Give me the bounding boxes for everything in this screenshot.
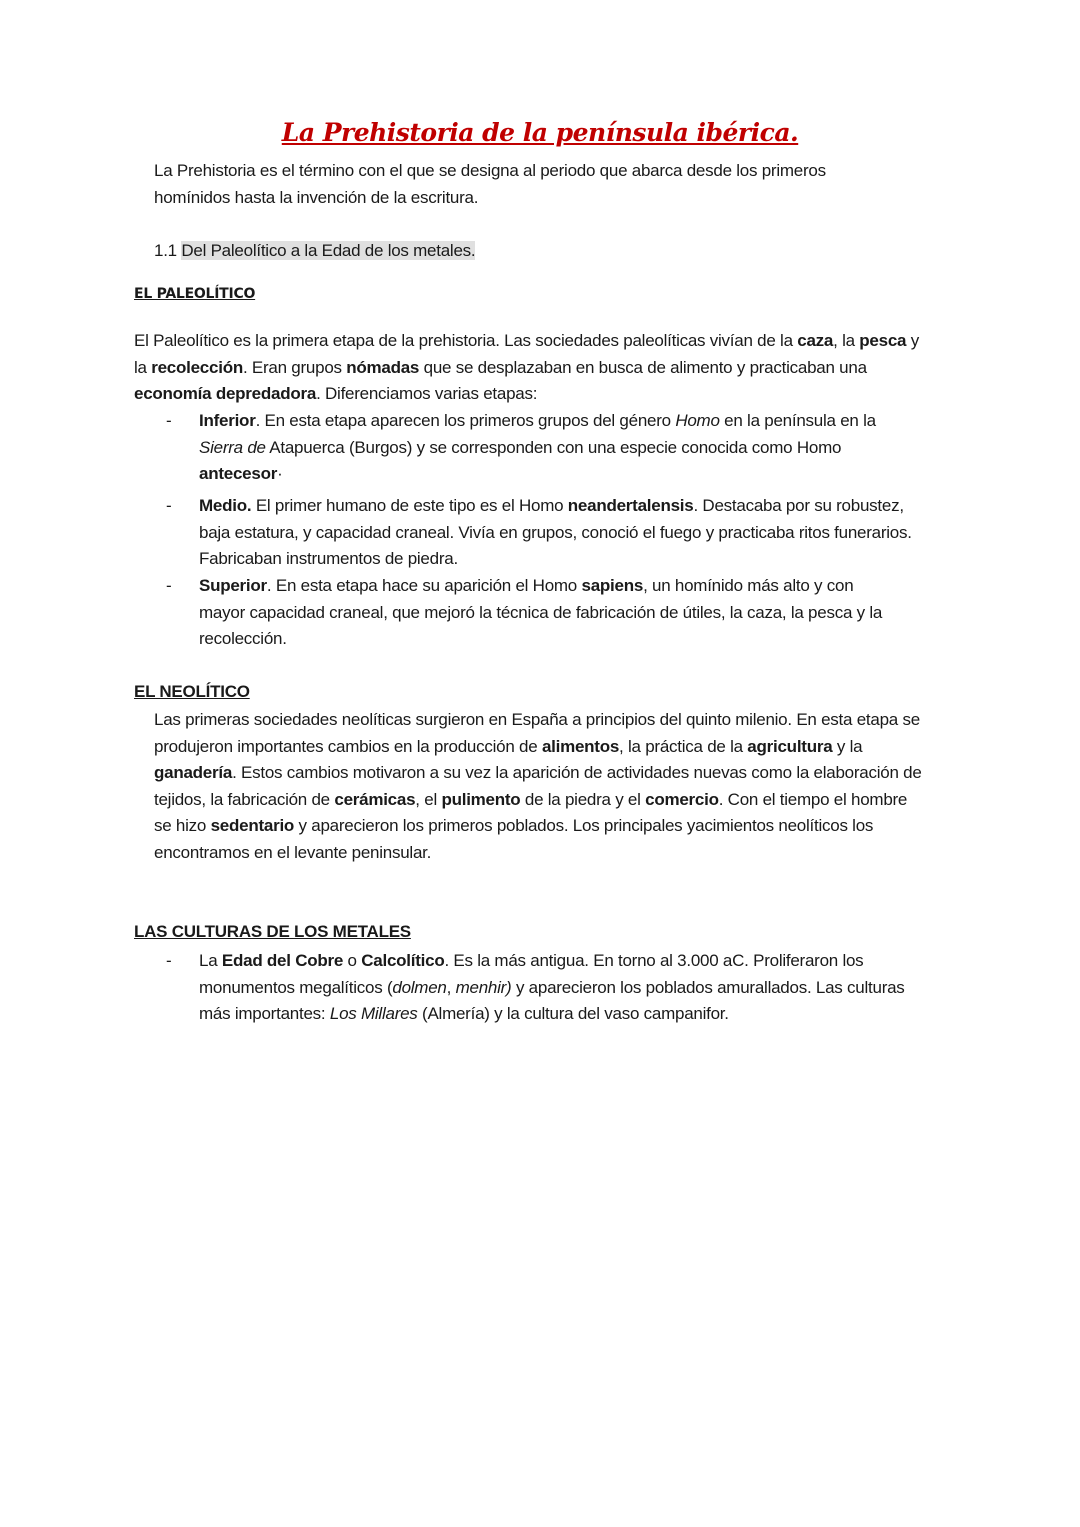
- text-run: en la península en la: [719, 411, 876, 430]
- italic-term: Los Millares: [329, 1004, 418, 1023]
- italic-term: dolmen: [392, 977, 447, 997]
- bold-term: caza: [797, 331, 834, 350]
- bold-term: Edad del Cobre: [221, 951, 344, 970]
- list-item-text: [199, 576, 882, 648]
- list-item-text: [199, 411, 876, 483]
- bullet-dash: -: [166, 411, 172, 430]
- bold-term: Calcolítico: [361, 951, 445, 970]
- bold-term: sapiens: [581, 576, 644, 595]
- italic-term: Sierra de: [199, 437, 266, 457]
- text-run: , la práctica de la: [619, 736, 748, 756]
- heading-metales: LAS CULTURAS DE LOS METALES: [134, 922, 411, 941]
- bold-term: Medio.: [199, 496, 252, 515]
- bold-term: ganadería: [154, 763, 233, 782]
- bullet-dash: -: [166, 951, 172, 970]
- text-run: y aparecieron los primeros poblados. Los principales yacimientos neolíticos los encontramos en el levante peninsular.: [154, 816, 874, 862]
- bold-term: comercio: [645, 789, 719, 809]
- list-item-text: [199, 496, 912, 568]
- bold-term: alimentos: [541, 736, 620, 756]
- text-run: El Paleolítico es la primera etapa de la prehistoria. Las sociedades paleolíticas vivían de la: [134, 331, 798, 350]
- text-run: de la piedra y el: [520, 789, 646, 809]
- bold-term: cerámicas: [334, 789, 416, 809]
- intro-paragraph: [154, 158, 889, 211]
- bold-term: pulimento: [441, 789, 521, 809]
- list-item-medio: [166, 493, 914, 573]
- text-run: ,: [446, 977, 456, 997]
- text-run: y aparecieron los poblados amurallados. Las culturas más importantes:: [199, 977, 905, 1023]
- bold-term: recolección: [151, 357, 243, 377]
- text-run: , el: [415, 789, 442, 809]
- bold-term: economía depredadora: [134, 384, 317, 403]
- document-title: La Prehistoria de la península ibérica.: [281, 118, 799, 147]
- text-run: . Diferenciamos varias etapas:: [316, 384, 538, 403]
- text-run: ·: [277, 464, 283, 483]
- list-item-text: [199, 951, 905, 1023]
- bold-term: sedentario: [210, 816, 295, 835]
- text-run: y la: [134, 331, 919, 377]
- text-run: , la: [833, 331, 860, 350]
- heading-paleolitico: EL PALEOLÍTICO: [134, 286, 256, 302]
- text-run: que se desplazaban en busca de alimento y practicaban una: [419, 357, 867, 377]
- bullet-dash: -: [166, 576, 172, 595]
- text-run: . En esta etapa hace su aparición el Homo: [266, 576, 582, 595]
- neolitico-paragraph: [154, 707, 929, 866]
- paleolitico-paragraph: [134, 328, 934, 408]
- text-run: , un homínido más alto y con mayor capacidad craneal, que mejoró la técnica de fabricación de útiles, la caza, la pesca y la recolección.: [199, 576, 883, 648]
- bold-term: pesca: [859, 331, 907, 350]
- italic-term: Homo: [675, 411, 720, 430]
- text-run: . En esta etapa aparecen los primeros grupos del género: [255, 411, 676, 430]
- text-run: Atapuerca (Burgos) y se corresponden con una especie conocida como Homo: [265, 437, 842, 457]
- bullet-dash: -: [166, 496, 172, 515]
- bold-term: nómadas: [346, 357, 420, 377]
- text-run: . Destacaba por su robustez, baja estatura, y capacidad craneal. Vivía en grupos, conoció el fuego y practicaba ritos funerarios. Fabricaban instrumentos de piedra.: [199, 496, 912, 568]
- bold-term: Superior: [199, 576, 267, 595]
- italic-term: menhir): [455, 977, 512, 997]
- section-heading: [154, 238, 475, 265]
- section-number: 1.1: [154, 241, 182, 260]
- text-run: o: [343, 951, 362, 970]
- section-label: Del Paleolítico a la Edad de los metales.: [181, 241, 476, 260]
- bold-term: neandertalensis: [567, 496, 694, 515]
- heading-neolitico: EL NEOLÍTICO: [134, 682, 250, 701]
- list-item-inferior: [166, 408, 914, 488]
- text-run: La Prehistoria es el término con el que se designa al periodo que abarca desde los primeros homínidos hasta la invención de la escritura.: [154, 161, 826, 207]
- text-run: La: [199, 951, 222, 970]
- text-run: Las primeras sociedades neolíticas surgieron en España a principios del quinto milenio. En esta etapa se produjeron importantes cambios en la producción de: [154, 710, 920, 756]
- list-item-superior: [166, 573, 899, 653]
- bold-term: Inferior: [199, 411, 256, 430]
- bold-term: agricultura: [747, 736, 833, 756]
- text-run: . Con el tiempo el hombre se hizo: [154, 789, 908, 835]
- text-run: y la: [832, 736, 863, 756]
- text-run: . Eran grupos: [242, 357, 347, 377]
- text-run: El primer humano de este tipo es el Homo: [251, 496, 568, 515]
- text-run: (Almería) y la cultura del vaso campanifor.: [417, 1004, 729, 1023]
- text-run: . Estos cambios motivaron a su vez la aparición de actividades nuevas como la elaboración de tejidos, la fabricación de: [154, 763, 922, 809]
- bold-term: antecesor: [199, 464, 278, 483]
- list-item-edad-cobre: [166, 948, 914, 1028]
- text-run: . Es la más antigua. En torno al 3.000 aC. Proliferaron los monumentos megalíticos (: [199, 951, 864, 997]
